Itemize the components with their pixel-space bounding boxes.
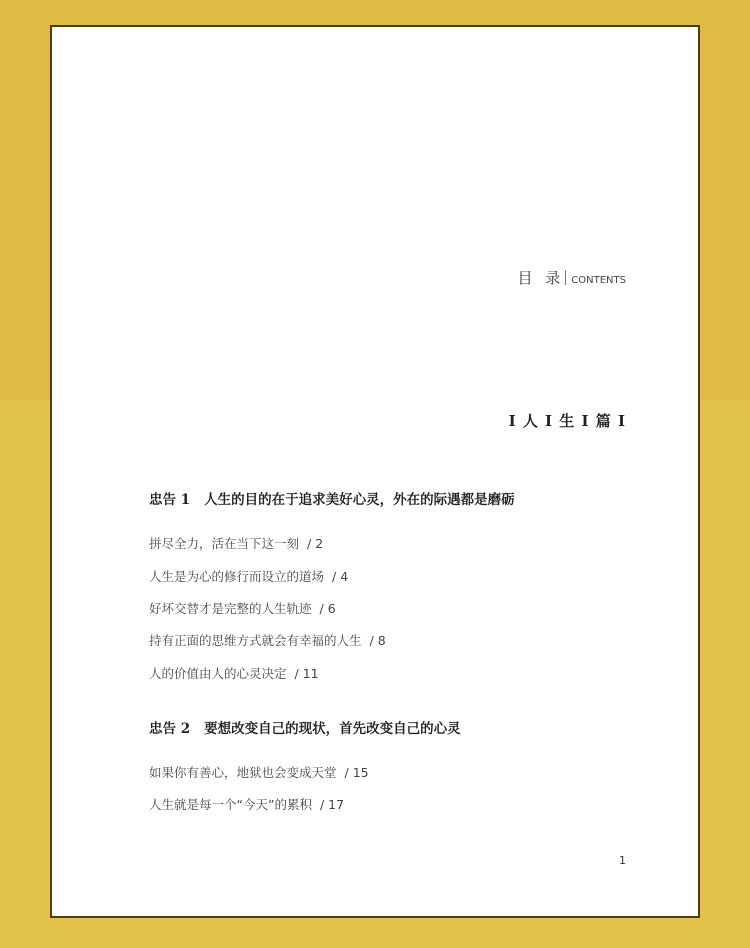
entry-page: / 8	[369, 633, 386, 648]
entry-title: 拼尽全力，活在当下这一刻	[149, 536, 300, 551]
chapter-title: 要想改变自己的现状，首先改变自己的心灵	[204, 721, 461, 737]
entry-title: 如果你有善心，地狱也会变成天堂	[149, 765, 337, 780]
entry-page: / 4	[332, 569, 349, 584]
entry-page: / 17	[319, 797, 345, 812]
toc-title: 目 录	[517, 269, 565, 287]
entry-page: / 2	[307, 536, 324, 551]
chapter-heading[interactable]	[149, 488, 515, 508]
chapter-number: 忠告 2	[149, 721, 191, 737]
entry-title: 好坏交替才是完整的人生轨迹	[149, 601, 312, 616]
entry-title: 人生是为心的修行而设立的道场	[149, 569, 325, 584]
entry-page: / 11	[294, 666, 319, 681]
toc-entry[interactable]	[149, 664, 319, 682]
toc-entry[interactable]	[149, 631, 386, 649]
chapter-title: 人生的目的在于追求美好心灵，外在的际遇都是磨砺	[204, 492, 515, 508]
part-title: I 人 I 生 I 篇 I	[508, 412, 626, 430]
toc-entry[interactable]	[149, 534, 323, 552]
toc-header	[518, 267, 626, 288]
header-divider	[565, 270, 566, 285]
entry-title: 人的价值由人的心灵决定	[149, 666, 287, 681]
toc-entry[interactable]	[149, 763, 369, 781]
entry-title: 持有正面的思维方式就会有幸福的人生	[149, 633, 362, 648]
entry-title: 人生就是每一个“今天”的累积	[149, 797, 312, 812]
chapter-heading[interactable]	[149, 717, 461, 737]
page-number: 1	[619, 854, 626, 867]
toc-entry[interactable]	[149, 599, 336, 617]
chapter-number: 忠告 1	[149, 492, 191, 508]
toc-subtitle: CONTENTS	[571, 275, 626, 286]
entry-page: / 6	[319, 601, 336, 616]
toc-entry[interactable]	[149, 795, 344, 813]
toc-entry[interactable]	[149, 567, 348, 585]
book-page	[50, 25, 700, 918]
entry-page: / 15	[344, 765, 369, 780]
